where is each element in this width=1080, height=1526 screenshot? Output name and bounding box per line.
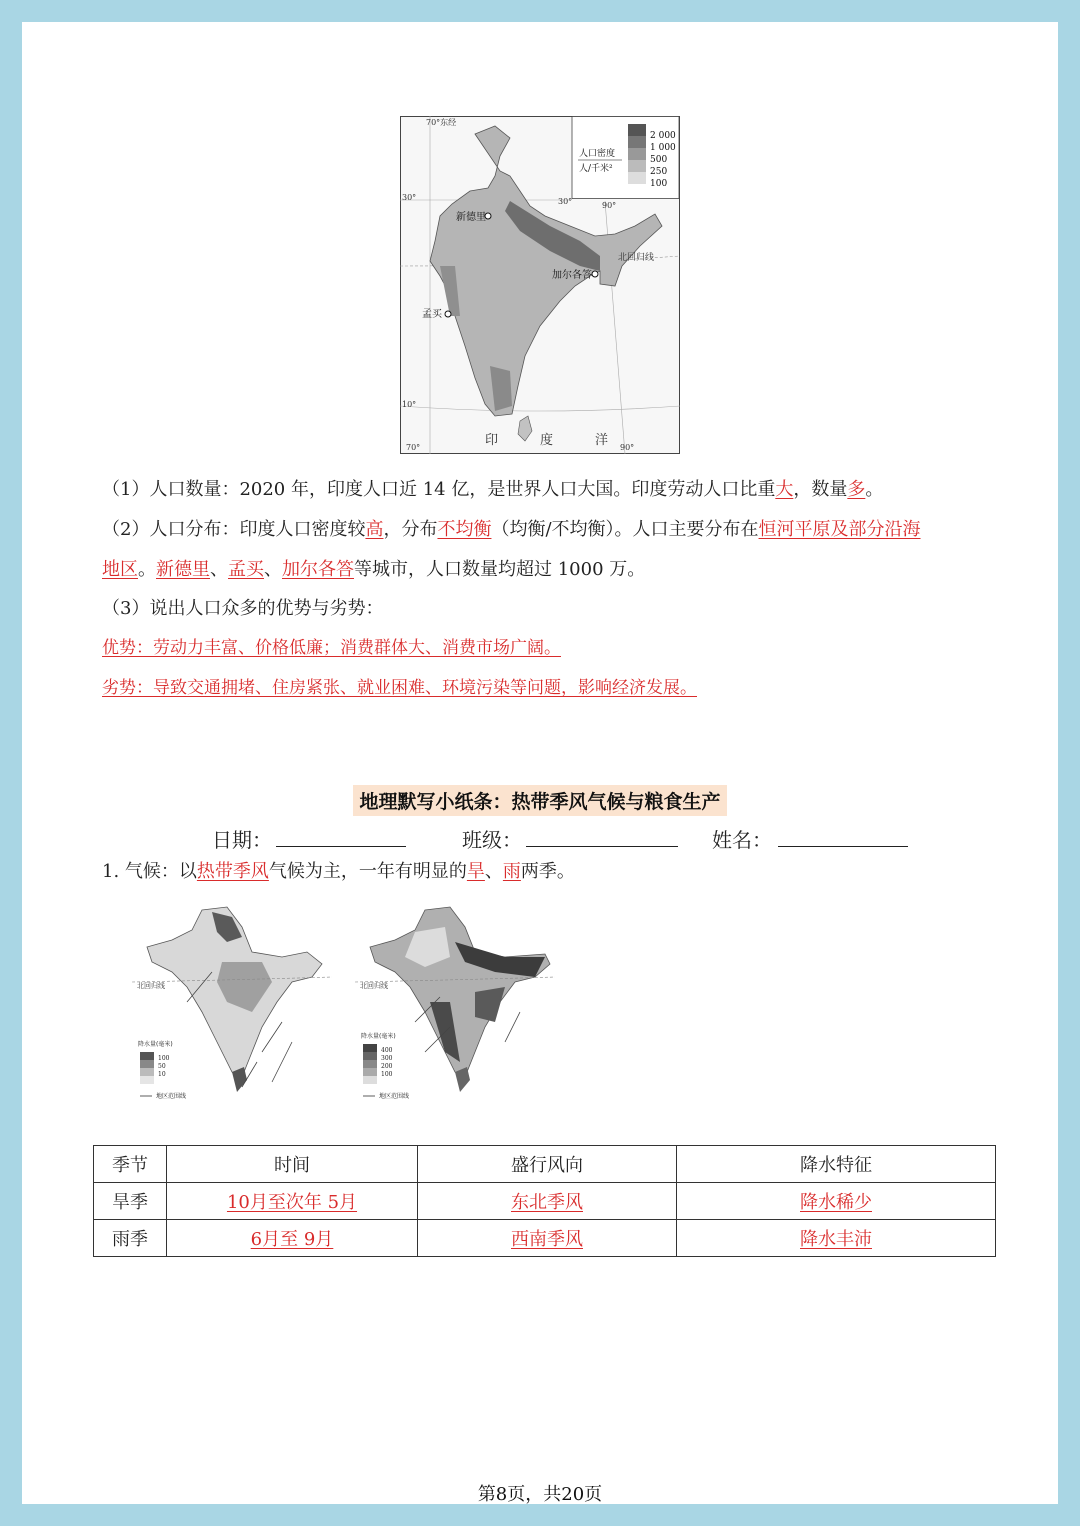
- class-label: 班级：: [462, 828, 522, 852]
- answer-blank: 旱: [466, 861, 485, 882]
- legend-value: 200: [381, 1063, 393, 1070]
- dry-boundary-label: 地区范围线: [156, 1093, 187, 1100]
- name-label: 姓名：: [712, 828, 772, 852]
- table-cell: 雨季: [94, 1220, 167, 1257]
- rainy-legend: [361, 1032, 409, 1100]
- answer-blank: 10月至次年 5月: [226, 1192, 358, 1213]
- ocean-char-3: 洋: [595, 433, 609, 448]
- season-table: [93, 1145, 996, 1257]
- rainy-season-rain-map: [355, 902, 555, 1127]
- section-title: 地理默写小纸条：热带季风气候与粮食生产: [353, 785, 726, 816]
- legend-value: 300: [381, 1055, 393, 1062]
- paragraph-pros-cons-question: （3）说出人口众多的优势与劣势：: [102, 598, 384, 619]
- kolkata-label: 加尔各答: [552, 270, 592, 281]
- population-density-map: [400, 116, 680, 454]
- lon70-label: 70°: [406, 443, 421, 452]
- table-header-cell: 盛行风向: [418, 1146, 677, 1183]
- paragraph-population-count: （1）人口数量：2020 年，印度人口近 14 亿，是世界人口大国。印度劳动人口比重大，数量多。: [102, 479, 884, 500]
- legend-value: 50: [158, 1063, 166, 1070]
- answer-blank: 大: [775, 479, 794, 500]
- ocean-char-2: 度: [540, 433, 554, 448]
- answer-blank: 多: [847, 479, 866, 500]
- ocean-char-1: 印: [485, 433, 499, 448]
- rainy-tropic-label: 北回归线: [360, 982, 388, 990]
- answer-blank: 热带季风: [196, 861, 269, 882]
- lat30-label: 30°: [402, 193, 417, 202]
- section-title-wrap: [0, 785, 1080, 816]
- delhi-label: 新德里: [456, 212, 486, 223]
- table-header-row: [94, 1146, 996, 1183]
- lon90b-label: 90°: [620, 443, 635, 452]
- legend-value: 250: [650, 167, 668, 177]
- legend-value: 100: [158, 1055, 170, 1062]
- legend-value: 10: [158, 1071, 166, 1078]
- dry-tropic-label: 北回归线: [137, 982, 165, 990]
- lon-top-label: 70°东经: [426, 118, 457, 127]
- answer-blank: 降水稀少: [800, 1192, 872, 1213]
- legend-value: 1 000: [650, 143, 676, 153]
- answer-blank: 孟买: [228, 559, 264, 580]
- legend-value: 100: [650, 179, 668, 189]
- mumbai-label: 孟买: [422, 309, 442, 320]
- answer-blank: 不均衡: [437, 519, 492, 540]
- answer-blank: 东北季风: [511, 1192, 583, 1213]
- legend-value: 500: [650, 155, 668, 165]
- dry-legend-title: 降水量(毫米): [138, 1041, 173, 1048]
- mumbai-dot: [445, 311, 451, 317]
- paragraph-climate: 1. 气候：以热带季风气候为主，一年有明显的旱、雨两季。: [102, 861, 575, 882]
- date-label: 日期：: [212, 828, 272, 852]
- page-footer: 第8页，共20页: [477, 1484, 603, 1505]
- table-header-cell: 降水特征: [677, 1146, 996, 1183]
- class-field[interactable]: [526, 846, 678, 847]
- legend-title-1: 人口密度: [579, 149, 616, 159]
- answer-blank: 西南季风: [511, 1229, 583, 1250]
- rainy-legend-title: 降水量(毫米): [361, 1033, 396, 1040]
- legend-title-2: 人/千米²: [579, 164, 613, 174]
- answer-blank: 降水丰沛: [800, 1229, 872, 1250]
- table-row: [94, 1220, 996, 1257]
- rainy-map-landmass: [370, 907, 550, 1080]
- dry-season-rain-map: [132, 902, 332, 1127]
- dry-legend: [138, 1040, 186, 1100]
- answer-advantage: 优势：劳动力丰富、价格低廉；消费群体大、消费市场广阔。: [102, 638, 561, 658]
- answer-blank: 6月至 9月: [250, 1229, 334, 1250]
- table-cell: 旱季: [94, 1183, 167, 1220]
- lat10-label: 10°: [402, 400, 417, 409]
- tropic-label: 北回归线: [618, 253, 655, 263]
- paragraph-population-distribution: （2）人口分布：印度人口密度较高，分布不均衡（均衡/不均衡）。人口主要分布在恒河平原及部分沿海: [102, 519, 921, 540]
- answer-blank: 加尔各答: [282, 559, 354, 580]
- legend-value: 400: [381, 1047, 393, 1054]
- lat30b-label: 30°: [558, 197, 573, 206]
- table-header-cell: 时间: [167, 1146, 418, 1183]
- rainy-boundary-label: 地区范围线: [379, 1093, 410, 1100]
- date-field[interactable]: [276, 846, 406, 847]
- answer-blank: 高: [365, 519, 384, 540]
- paragraph-population-distribution-cont: 地区。新德里、孟买、加尔各答等城市，人口数量均超过 1000 万。: [102, 559, 646, 580]
- answer-blank: 恒河平原及部分沿海: [758, 519, 921, 540]
- lon90-label: 90°: [602, 201, 617, 210]
- answer-blank: 地区: [102, 559, 138, 580]
- table-header-cell: 季节: [94, 1146, 167, 1183]
- answer-blank: 雨: [502, 861, 521, 882]
- density-legend: [572, 117, 679, 199]
- legend-value: 100: [381, 1071, 393, 1078]
- table-row: [94, 1183, 996, 1220]
- answer-disadvantage: 劣势：导致交通拥堵、住房紧张、就业困难、环境污染等问题，影响经济发展。: [102, 678, 697, 698]
- answer-blank: 新德里: [156, 559, 210, 580]
- kolkata-dot: [592, 271, 598, 277]
- legend-value: 2 000: [650, 131, 676, 141]
- name-field[interactable]: [778, 846, 908, 847]
